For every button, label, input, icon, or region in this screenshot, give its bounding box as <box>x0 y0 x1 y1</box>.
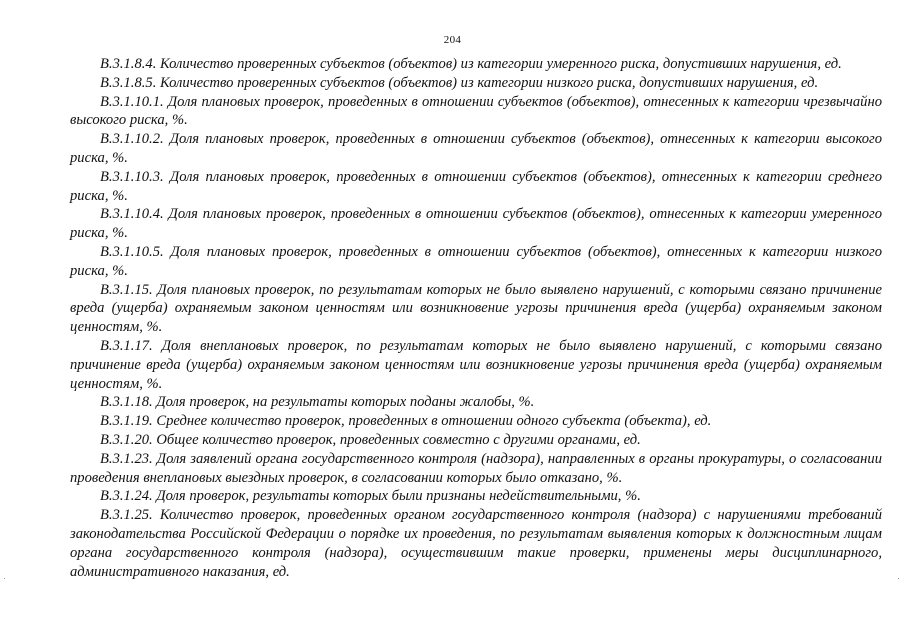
paragraph-b-3-1-19: В.3.1.19. Среднее количество проверок, проведенных в отношении одного субъекта (объекта), ед. <box>100 413 712 430</box>
paragraph-b-3-1-17: В.3.1.17. Доля внеплановых проверок, по результатам которых не было выявлено нарушений, с которыми связано причинение вреда (ущерба) охраняемым законом ценностям или возникновение угрозы причинения вреда (ущерба) охраняемым ценностям, %. <box>70 337 882 392</box>
paragraph-b-3-1-25: В.3.1.25. Количество проверок, проведенных органом государственного контроля (надзора) с нарушениями требований законодательства Российской Федерации о порядке их проведения, по результатам выявления которых к должностным лицам органа государственного контроля (надзора), осуществившим такие проверки, применены меры дисциплинарного, административного наказания, ед. <box>70 507 882 580</box>
page-number: 204 <box>443 34 462 46</box>
paragraph-b-3-1-8-4: В.3.1.8.4. Количество проверенных субъектов (объектов) из категории умеренного риска, допустивших нарушения, ед. <box>100 56 842 72</box>
document-body <box>70 55 882 581</box>
paragraph-b-3-1-10-4: В.3.1.10.4. Доля плановых проверок, проведенных в отношении субъектов (объектов), отнесенных к категории умеренного риска, %. <box>70 206 882 242</box>
paragraph-b-3-1-8-5: В.3.1.8.5. Количество проверенных субъектов (объектов) из категории низкого риска, допустивших нарушения, ед. <box>100 74 819 91</box>
paragraph-b-3-1-20: В.3.1.20. Общее количество проверок, проведенных совместно с другими органами, ед. <box>100 431 641 448</box>
paragraph-b-3-1-10-1: В.3.1.10.1. Доля плановых проверок, проведенных в отношении субъектов (объектов), отнесенных к категории чрезвычайно высокого риска, %. <box>70 93 882 129</box>
paragraph-b-3-1-15: В.3.1.15. Доля плановых проверок, по результатам которых не было выявлено нарушений, с которыми связано причинение вреда (ущерба) охраняемым законом ценностям или возникновение угрозы причинения вреда (ущерба) охраняемым законом ценностям, %. <box>70 281 882 336</box>
paragraph-b-3-1-18: В.3.1.18. Доля проверок, на результаты которых поданы жалобы, %. <box>100 394 535 411</box>
paragraph-b-3-1-10-3: В.3.1.10.3. Доля плановых проверок, проведенных в отношении субъектов (объектов), отнесенных к категории среднего риска, %. <box>70 168 882 204</box>
scan-artifact-right <box>898 578 899 579</box>
paragraph-b-3-1-23: В.3.1.23. Доля заявлений органа государственного контроля (надзора), направленных в органы прокуратуры, о согласовании проведения внеплановых выездных проверок, в согласовании которых было отказано, %. <box>70 450 882 486</box>
scan-artifact-left <box>4 578 5 579</box>
paragraph-b-3-1-10-5: В.3.1.10.5. Доля плановых проверок, проведенных в отношении субъектов (объектов), отнесенных к категории низкого риска, %. <box>70 243 882 279</box>
paragraph-b-3-1-10-2: В.3.1.10.2. Доля плановых проверок, проведенных в отношении субъектов (объектов), отнесенных к категории высокого риска, %. <box>70 131 882 166</box>
paragraph-b-3-1-24: В.3.1.24. Доля проверок, результаты которых были признаны недействительными, %. <box>100 488 641 505</box>
